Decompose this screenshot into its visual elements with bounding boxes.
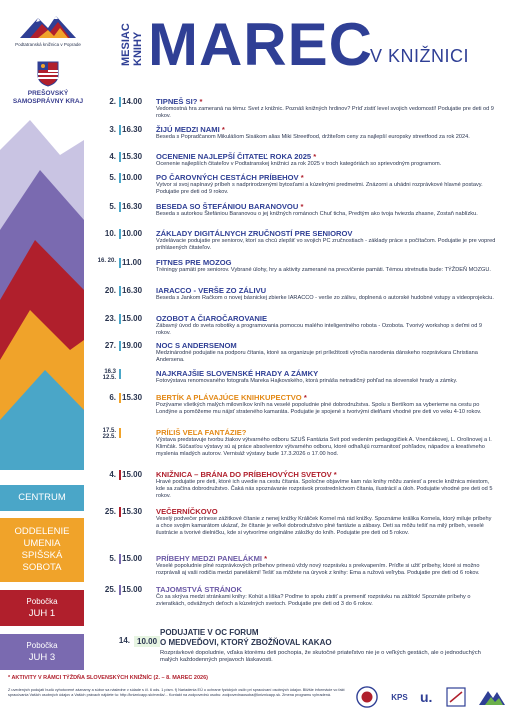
event-title-text: VEČERNÍČKOVO <box>156 507 218 516</box>
event-title-text: ZÁKLADY DIGITÁLNYCH ZRUČNOSTÍ PRE SENIOROV <box>156 229 353 238</box>
event-time: 15.30 <box>122 393 143 402</box>
forum-day: 14. <box>118 636 130 645</box>
section-juh1 <box>0 590 84 626</box>
event-day: 5. <box>109 554 116 563</box>
event-marker <box>119 393 121 403</box>
section-juh3-label-a: Pobočka <box>26 641 58 650</box>
section-centrum: CENTRUM <box>0 485 84 511</box>
event-star-marker: * <box>262 554 268 563</box>
event-time: 14.00 <box>122 97 143 106</box>
library-name: Podtatranská knižnica v Poprade <box>15 42 81 47</box>
event-time: 19.00 <box>122 341 143 350</box>
event-time: 10.00 <box>122 229 143 238</box>
event-title-text: TAJOMSTVÁ STRÁNOK <box>156 585 242 594</box>
event-title <box>156 585 242 594</box>
event-time: 15.00 <box>122 314 143 323</box>
event-marker <box>119 585 121 595</box>
event-title <box>156 470 337 479</box>
event-time: 15.00 <box>122 554 143 563</box>
event-description: Veselý podvečer prinese zážitkové čítanie z nenej knižky Králiček Kornel má rád knižky. Spoznáme králika Kornela, ktorý miluje príbehy a chce svojim kamarátom ukázať, že čítanie je veľké dobrodružstvo plné fantázie a zábavy. Deti sa môžu tešiť na milý príbeh, veselé ilustrácie a tvorivé dielničku, kde si vytvoríme originálne záložky do kníh. Podujatie pre deti od 5 rokov. <box>156 516 492 536</box>
event-time: 16.30 <box>122 125 143 134</box>
event-title-text: BERTÍK A PLÁVAJÚCE KNIHKUPECTVO <box>156 393 302 402</box>
event-title <box>156 125 225 134</box>
kps-logo: KPS <box>391 692 408 702</box>
region-name: PREŠOVSKÝ SAMOSPRÁVNY KRAJ <box>12 90 84 105</box>
event-day: 5. <box>109 202 116 211</box>
partner-logos <box>355 682 505 712</box>
section-juh1-label-b: JUH 1 <box>28 608 56 619</box>
event-day: 16.3 12.5. <box>102 369 116 381</box>
event-description: Pozývame všetkých malých milovníkov kníh na veselé popoludnie plné dobrodružstva. Spolu s Bertíkom sa vyberieme na cestu po Londýne a pomôžeme mu nájsť strateného kamaráta. Podujatie je spojené s tvorivými dielňami vhodné pre deti vo veku 4-10 rokov. <box>156 402 482 415</box>
event-description: Beseda s autorkou Štefániou Baranovou o jej knižných románoch Chuť ticha, Predtým ako tvoja hviezda zhasne, Zostaň nablízku. <box>156 211 478 217</box>
event-title <box>156 507 218 516</box>
mountain-logo-icon <box>20 12 76 40</box>
partner-seal-icon <box>355 686 379 708</box>
event-marker <box>119 554 121 564</box>
event-description: Ocenenie najlepších čitateľov v Podtatranskej knižnici za rok 2025 v troch kategóriách so sprievodným programom. <box>156 161 442 167</box>
section-juh1-label-a: Pobočka <box>26 597 58 606</box>
event-title <box>156 341 237 350</box>
coat-of-arms-icon <box>37 61 59 87</box>
event-title-text: BESEDA SO ŠTEFÁNIOU BARANOVOU <box>156 202 299 211</box>
event-time: 15.30 <box>122 507 143 516</box>
event-day: 17.5. 22.5. <box>102 428 116 440</box>
event-day: 25. <box>104 585 116 594</box>
u-logo: u. <box>419 689 433 705</box>
event-description: Vytvor si svoj napínavý príbeh s nadprirodzenými bytosťami a kúzelnými predmetmi. Znázorni a uhádni rozprávkové hlavné postavy. Podujatie pre deti od 9 rokov. <box>156 182 483 195</box>
event-day: 23. <box>104 314 116 323</box>
event-time: 10.00 <box>122 173 143 182</box>
month-of-book-label <box>118 23 146 66</box>
event-time: 15.00 <box>122 585 143 594</box>
mountain-small-logo-icon <box>479 686 505 708</box>
event-title <box>156 393 307 402</box>
event-title-text: OCENENIE NAJLEPŠÍ ČITATEĽ ROKA 2025 <box>156 152 312 161</box>
section-oddelenie-label: ODDELENIE UMENIA SPIŠSKÁ SOBOTA <box>14 526 70 573</box>
section-juh3-label-b: JUH 3 <box>28 652 56 663</box>
event-title <box>156 369 318 378</box>
event-marker <box>119 152 121 162</box>
event-marker <box>119 173 121 183</box>
event-star-marker: * <box>311 152 317 161</box>
event-marker <box>119 314 121 324</box>
event-title-text: NAJKRAJŠIE SLOVENSKÉ HRADY A ZÁMKY <box>156 369 319 378</box>
section-oddelenie-umenia <box>0 518 84 582</box>
event-description: Hravé podujatie pre deti, ktoré ich uvedie na cestu čítania. Spoločne objavíme kam nás knihy môžu zaniesť a precíe knižnica miestom, kde sa začína dobrodružstvo. Čaká nás spoznávanie rozprávok prostredníctvom čítania, ilustrácií a úloh. Podujatie vhodné pre deti od 5 rokov. <box>156 479 493 499</box>
event-title-text: FITNES PRE MOZOG <box>156 258 232 267</box>
event-day: 27. <box>104 341 116 350</box>
event-star-marker: * <box>298 173 304 182</box>
forum-title-1: PODUJATIE V OC FORUM <box>160 628 259 637</box>
footer-small-print: Z uvedených podujatí budú vyhotovené záznamy a súbor sa následne v súlade s čl. 6 ods. 1 písm. f) Nariadenia EÚ o ochrane fyzických osôb pri spracúvaní osobných údajov. Bližšie informácie vo fakt spracúvania Vašich osobných údajov a Vašich právach nájdete tu: http://kniznicapp.sk/media/... Kontakt na zodpovednú osobu: zodpovednaosoba@kniznicapp.sk. Zmena programu vyhradená. <box>8 688 345 697</box>
event-day: 4. <box>109 152 116 161</box>
side-word-knihy: KNIHY <box>132 31 144 66</box>
event-day: 3. <box>109 125 116 134</box>
event-description: Výstava predstavuje tvorbu žiakov výtvarného odboru SZUŠ Fantázia Svit pod vedením pedagogičiek A. Vnenčákovej, L. Orolínovej a I. Klimčák. Súčasťou výstavy sú aj práce absolventov výtvarného odboru, ktoré odhaľujú rozmanitosť pohľadov, nápadov a kreatívneho myslenia mladých autorov. Vernisáž výstavy bude 17.3.2026 o 17.00 hod. <box>156 437 492 457</box>
event-day: 4. <box>109 470 116 479</box>
event-day: 20. <box>104 286 116 295</box>
event-marker <box>119 286 121 296</box>
side-word-mesiac: MESIAC <box>120 23 132 66</box>
decorative-mountains <box>0 110 84 470</box>
event-star-marker: * <box>197 97 203 106</box>
event-title-text: ŽIJÚ MEDZI NAMI <box>156 125 220 134</box>
event-title <box>156 173 304 182</box>
event-description: Veselé popoludnie plné rozprávkových príbehov prinesú vždy nový rozprávku s prekvapením. Príďte si užiť príbehy, ktoré si možno rozprávali aj vaši rodičia medzi panelákmi! Tešiť sa môžete na úryvok z knihy: Ema a ružová veľryba. Podujatie pre deti od 6 rokov. <box>156 563 480 576</box>
event-marker <box>119 125 121 135</box>
event-time: 16.30 <box>122 286 143 295</box>
event-marker <box>119 341 121 351</box>
event-title <box>156 202 303 211</box>
event-day: 5. <box>109 173 116 182</box>
event-marker <box>119 428 121 438</box>
footnote: * AKTIVITY V RÁMCI TÝŽDŇA SLOVENSKÝCH KNIŽNÍC (2. – 8. MAREC 2026) <box>8 675 208 681</box>
event-marker <box>119 202 121 212</box>
page-subtitle: V KNIŽNICI <box>370 46 470 66</box>
event-title-text: OZOBOT A ČIAROČAROVANIE <box>156 314 268 323</box>
event-star-marker: * <box>301 393 307 402</box>
event-description: Medzinárodné podujatie na podporu čítania, ktoré sa organizuje pri príležitosti výročia narodenia dánskeho rozprávkara Christiana Andersena. <box>156 350 478 363</box>
event-time: 16.30 <box>122 202 143 211</box>
section-juh3 <box>0 634 84 670</box>
library-logo <box>8 12 88 106</box>
event-description: Vzdelávacie podujatie pre seniorov, ktorí sa chcú zlepšiť vo svojich PC zručnostiach - základy práce s počítačom. Podujatie je pre vopred prihlásených čitateľov. <box>156 238 496 251</box>
event-title <box>156 152 316 161</box>
event-time: 11.00 <box>122 258 142 267</box>
event-title <box>156 258 232 267</box>
event-time: 15.00 <box>122 470 143 479</box>
event-description: Beseda s Jankom Račkom o novej básnickej zbierke IARACCO - verše zo zálivu, doplnená o autorské hudobné vstupy a videoprojekciu. <box>156 295 494 301</box>
event-description: Zábavný úvod do sveta robotiky a programovania pomocou malého inteligentného robota - Ozobota. Tvorivý workshop s deťmi od 9 rokov. <box>156 323 482 336</box>
event-marker <box>119 97 121 107</box>
event-title <box>156 314 267 323</box>
event-marker <box>119 470 121 480</box>
forum-time: 10.00 <box>134 636 160 647</box>
event-title <box>156 554 267 563</box>
event-description: Beseda s Popradčanom Mikulášom Sisákom alias Miki Streetfood, držiteľom ceny za najlepší europsky streetfood za rok 2024. <box>156 134 470 140</box>
event-marker <box>119 369 121 379</box>
event-star-marker: * <box>219 125 225 134</box>
event-title-text: PRÍBEHY MEDZI PANELÁKMI <box>156 554 263 563</box>
forum-description: Rozprávkové dopoludnie, vďaka ktorému deti pochopia, že skutočné priateľstvo nie je o veľkých gestách, ale o jednoduchých malých každodenných prejavoch láskavosti. <box>160 650 481 663</box>
event-description: Tréningy pamäti pre seniorov. Vybrané úlohy, hry a aktivity zamerané na precvičenie pamäti. Témou stretnutia bude: TÝŽDEŇ MOZGU. <box>156 267 491 273</box>
event-marker <box>119 258 121 268</box>
forum-title-2: O MEDVEĎOVI, KTORÝ ZBOŽŇOVAL KAKAO <box>160 638 332 647</box>
event-description: Fotovýstava renomovaného fotografa Mareka Hajkovského, ktorá prináša netradičný pohľad na slovenské hrady a zámky. <box>156 378 458 384</box>
event-title <box>156 97 202 106</box>
event-title <box>156 286 266 295</box>
event-title-text: IARACCO - VERŠE ZO ZÁLIVU <box>156 286 267 295</box>
event-title-text: KNIŽNICA – BRÁNA DO PRÍBEHOVÝCH SVETOV <box>156 470 332 479</box>
event-description: Čo sa skrýva medzi stránkami knihy: Kohút a liška? Poďme to spolu zistiť a premeniť rozprávku na zážitok! Spoznáte príbehy o zvieratkách, odvážnych deťoch a kúzelných svetoch. Podujatie pre deti od 3 do 6 rokov. <box>156 594 471 607</box>
event-star-marker: * <box>298 202 304 211</box>
event-day: 6. <box>109 393 116 402</box>
event-title-text: PO ČAROVNÝCH CESTÁCH PRÍBEHOV <box>156 173 299 182</box>
event-day: 16. 20. <box>97 258 116 264</box>
event-title-text: NOC S ANDERSENOM <box>156 341 237 350</box>
culture-logo-icon <box>445 686 467 708</box>
event-title <box>156 229 352 238</box>
page-title: MAREC <box>148 11 373 78</box>
event-day: 25. <box>104 507 116 516</box>
event-marker <box>119 507 121 517</box>
event-marker <box>119 229 121 239</box>
event-title-text: PRÍĽIŠ VEĽA FANTÁZIE? <box>156 428 247 437</box>
event-title-text: TIPNEŠ SI? <box>156 97 198 106</box>
event-title <box>156 428 246 437</box>
event-day: 2. <box>109 97 116 106</box>
event-star-marker: * <box>331 470 337 479</box>
event-day: 10. <box>104 229 116 238</box>
event-description: Vedomostná hra zameraná na tému: Svet z knižnic. Poznáš knižných hrdinov? Príď zistiť level svojich vedomostí! Podujatie pre deti od 9 rokov. <box>156 106 494 119</box>
event-time: 15.30 <box>122 152 143 161</box>
